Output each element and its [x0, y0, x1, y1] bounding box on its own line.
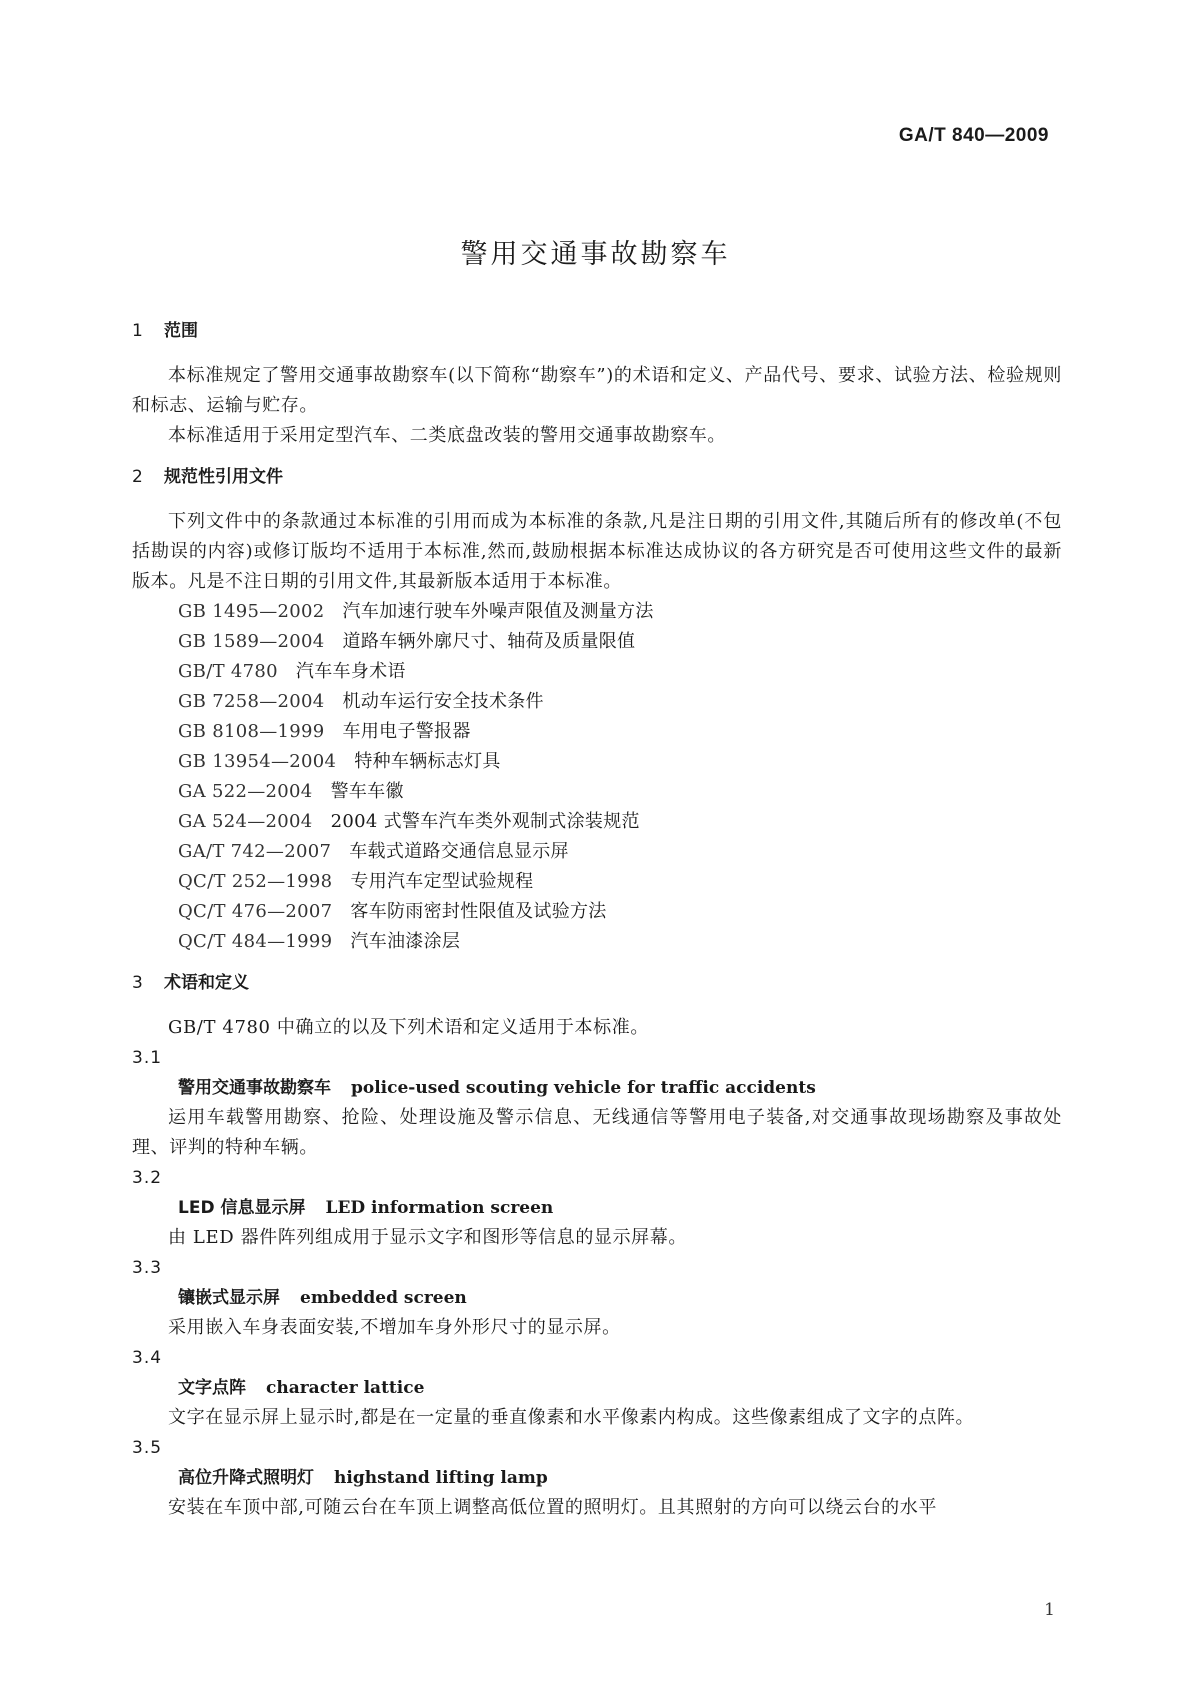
reference-title: 汽车油漆涂层: [350, 931, 461, 952]
reference-item: [132, 657, 1062, 687]
reference-code: QC/T 476—2007: [178, 901, 333, 922]
term-english: LED information screen: [325, 1198, 554, 1218]
reference-title: 专用汽车定型试验规程: [350, 871, 534, 892]
term-heading: [132, 1283, 1062, 1313]
reference-item: [132, 777, 1062, 807]
paragraph: 本标准适用于采用定型汽车、二类底盘改装的警用交通事故勘察车。: [168, 425, 726, 446]
clause-number: 3.4: [132, 1348, 163, 1368]
reference-code: GB 7258—2004: [178, 691, 325, 712]
reference-title: 车用电子警报器: [342, 721, 471, 742]
reference-code: GB 8108—1999: [178, 721, 325, 742]
standard-number: GA/T 840—2009: [898, 125, 1049, 146]
reference-title: 道路车辆外廓尺寸、轴荷及质量限值: [342, 631, 636, 652]
reference-item: [132, 927, 1062, 957]
term-definition: 运用车载警用勘察、抢险、处理设施及警示信息、无线通信等警用电子装备,对交通事故现场勘察及事故处理、评判的特种车辆。: [132, 1107, 1062, 1158]
reference-title: 车载式道路交通信息显示屏: [349, 841, 569, 862]
reference-item: [132, 717, 1062, 747]
term-english: police-used scouting vehicle for traffic accidents: [351, 1078, 816, 1098]
clause-number: 3.2: [132, 1168, 163, 1188]
paragraph: 下列文件中的条款通过本标准的引用而成为本标准的条款,凡是注日期的引用文件,其随后所有的修改单(不包括勘误的内容)或修订版均不适用于本标准,然而,鼓励根据本标准达成协议的各方研究是否可使用这些文件的最新版本。凡是不注日期的引用文件,其最新版本适用于本标准。: [132, 511, 1062, 592]
reference-item: [132, 837, 1062, 867]
term-definition: 文字在显示屏上显示时,都是在一定量的垂直像素和水平像素内构成。这些像素组成了文字的点阵。: [168, 1407, 975, 1428]
reference-code: QC/T 252—1998: [178, 871, 333, 892]
term-english: highstand lifting lamp: [334, 1468, 548, 1488]
reference-item: [132, 897, 1062, 927]
term-chinese: 警用交通事故勘察车: [178, 1078, 331, 1098]
reference-item: [132, 747, 1062, 777]
term-chinese: 镶嵌式显示屏: [178, 1288, 280, 1308]
term-english: embedded screen: [300, 1288, 467, 1308]
term-chinese: LED 信息显示屏: [178, 1198, 306, 1218]
reference-code: GA/T 742—2007: [178, 841, 332, 862]
reference-code: GB/T 4780: [178, 661, 278, 682]
reference-item: [132, 597, 1062, 627]
reference-title: 客车防雨密封性限值及试验方法: [350, 901, 607, 922]
page-number: 1: [1044, 1600, 1055, 1620]
section-number: 3: [132, 973, 143, 993]
reference-title: 警车车徽: [330, 781, 404, 802]
reference-title: 机动车运行安全技术条件: [342, 691, 544, 712]
clause-number: 3.1: [132, 1048, 163, 1068]
term-definition: 采用嵌入车身表面安装,不增加车身外形尺寸的显示屏。: [168, 1317, 621, 1338]
reference-code: GB 13954—2004: [178, 751, 337, 772]
term-heading: [132, 1073, 1062, 1103]
reference-item: [132, 687, 1062, 717]
reference-code: QC/T 484—1999: [178, 931, 333, 952]
section-title: 范围: [164, 321, 198, 341]
term-heading: [132, 1193, 1062, 1223]
reference-item: [132, 807, 1062, 837]
term-entry: [132, 1343, 1062, 1433]
reference-code: GB 1589—2004: [178, 631, 325, 652]
term-definition: 由 LED 器件阵列组成用于显示文字和图形等信息的显示屏幕。: [168, 1227, 687, 1248]
term-definition: 安装在车顶中部,可随云台在车顶上调整高低位置的照明灯。且其照射的方向可以绕云台的水平: [168, 1497, 937, 1518]
term-heading: [132, 1463, 1062, 1493]
term-entry: [132, 1253, 1062, 1343]
term-heading: [132, 1373, 1062, 1403]
section-title: 规范性引用文件: [164, 467, 283, 487]
reference-item: [132, 867, 1062, 897]
section-number: 1: [132, 321, 143, 341]
document-title: 警用交通事故勘察车: [460, 239, 731, 270]
reference-list: [132, 597, 1062, 957]
term-english: character lattice: [266, 1378, 425, 1398]
reference-title: 汽车加速行驶车外噪声限值及测量方法: [342, 601, 654, 622]
reference-title: 汽车车身术语: [295, 661, 406, 682]
term-entry: [132, 1043, 1062, 1163]
section-1-heading: [132, 317, 1062, 345]
term-chinese: 文字点阵: [178, 1378, 246, 1398]
reference-item: [132, 627, 1062, 657]
section-3-heading: [132, 969, 1062, 997]
reference-code: GA 524—2004: [178, 811, 313, 832]
section-title: 术语和定义: [164, 973, 249, 993]
paragraph: GB/T 4780 中确立的以及下列术语和定义适用于本标准。: [168, 1017, 649, 1038]
reference-title: 2004 式警车汽车类外观制式涂装规范: [330, 811, 640, 832]
term-chinese: 高位升降式照明灯: [178, 1468, 314, 1488]
clause-number: 3.3: [132, 1258, 163, 1278]
section-number: 2: [132, 467, 143, 487]
paragraph: 本标准规定了警用交通事故勘察车(以下简称“勘察车”)的术语和定义、产品代号、要求、试验方法、检验规则和标志、运输与贮存。: [132, 365, 1062, 416]
reference-code: GA 522—2004: [178, 781, 313, 802]
reference-title: 特种车辆标志灯具: [354, 751, 501, 772]
clause-number: 3.5: [132, 1438, 163, 1458]
section-2-heading: [132, 463, 1062, 491]
term-entry: [132, 1163, 1062, 1253]
reference-code: GB 1495—2002: [178, 601, 325, 622]
term-entry: [132, 1433, 1062, 1523]
document-body: [132, 317, 1062, 1523]
